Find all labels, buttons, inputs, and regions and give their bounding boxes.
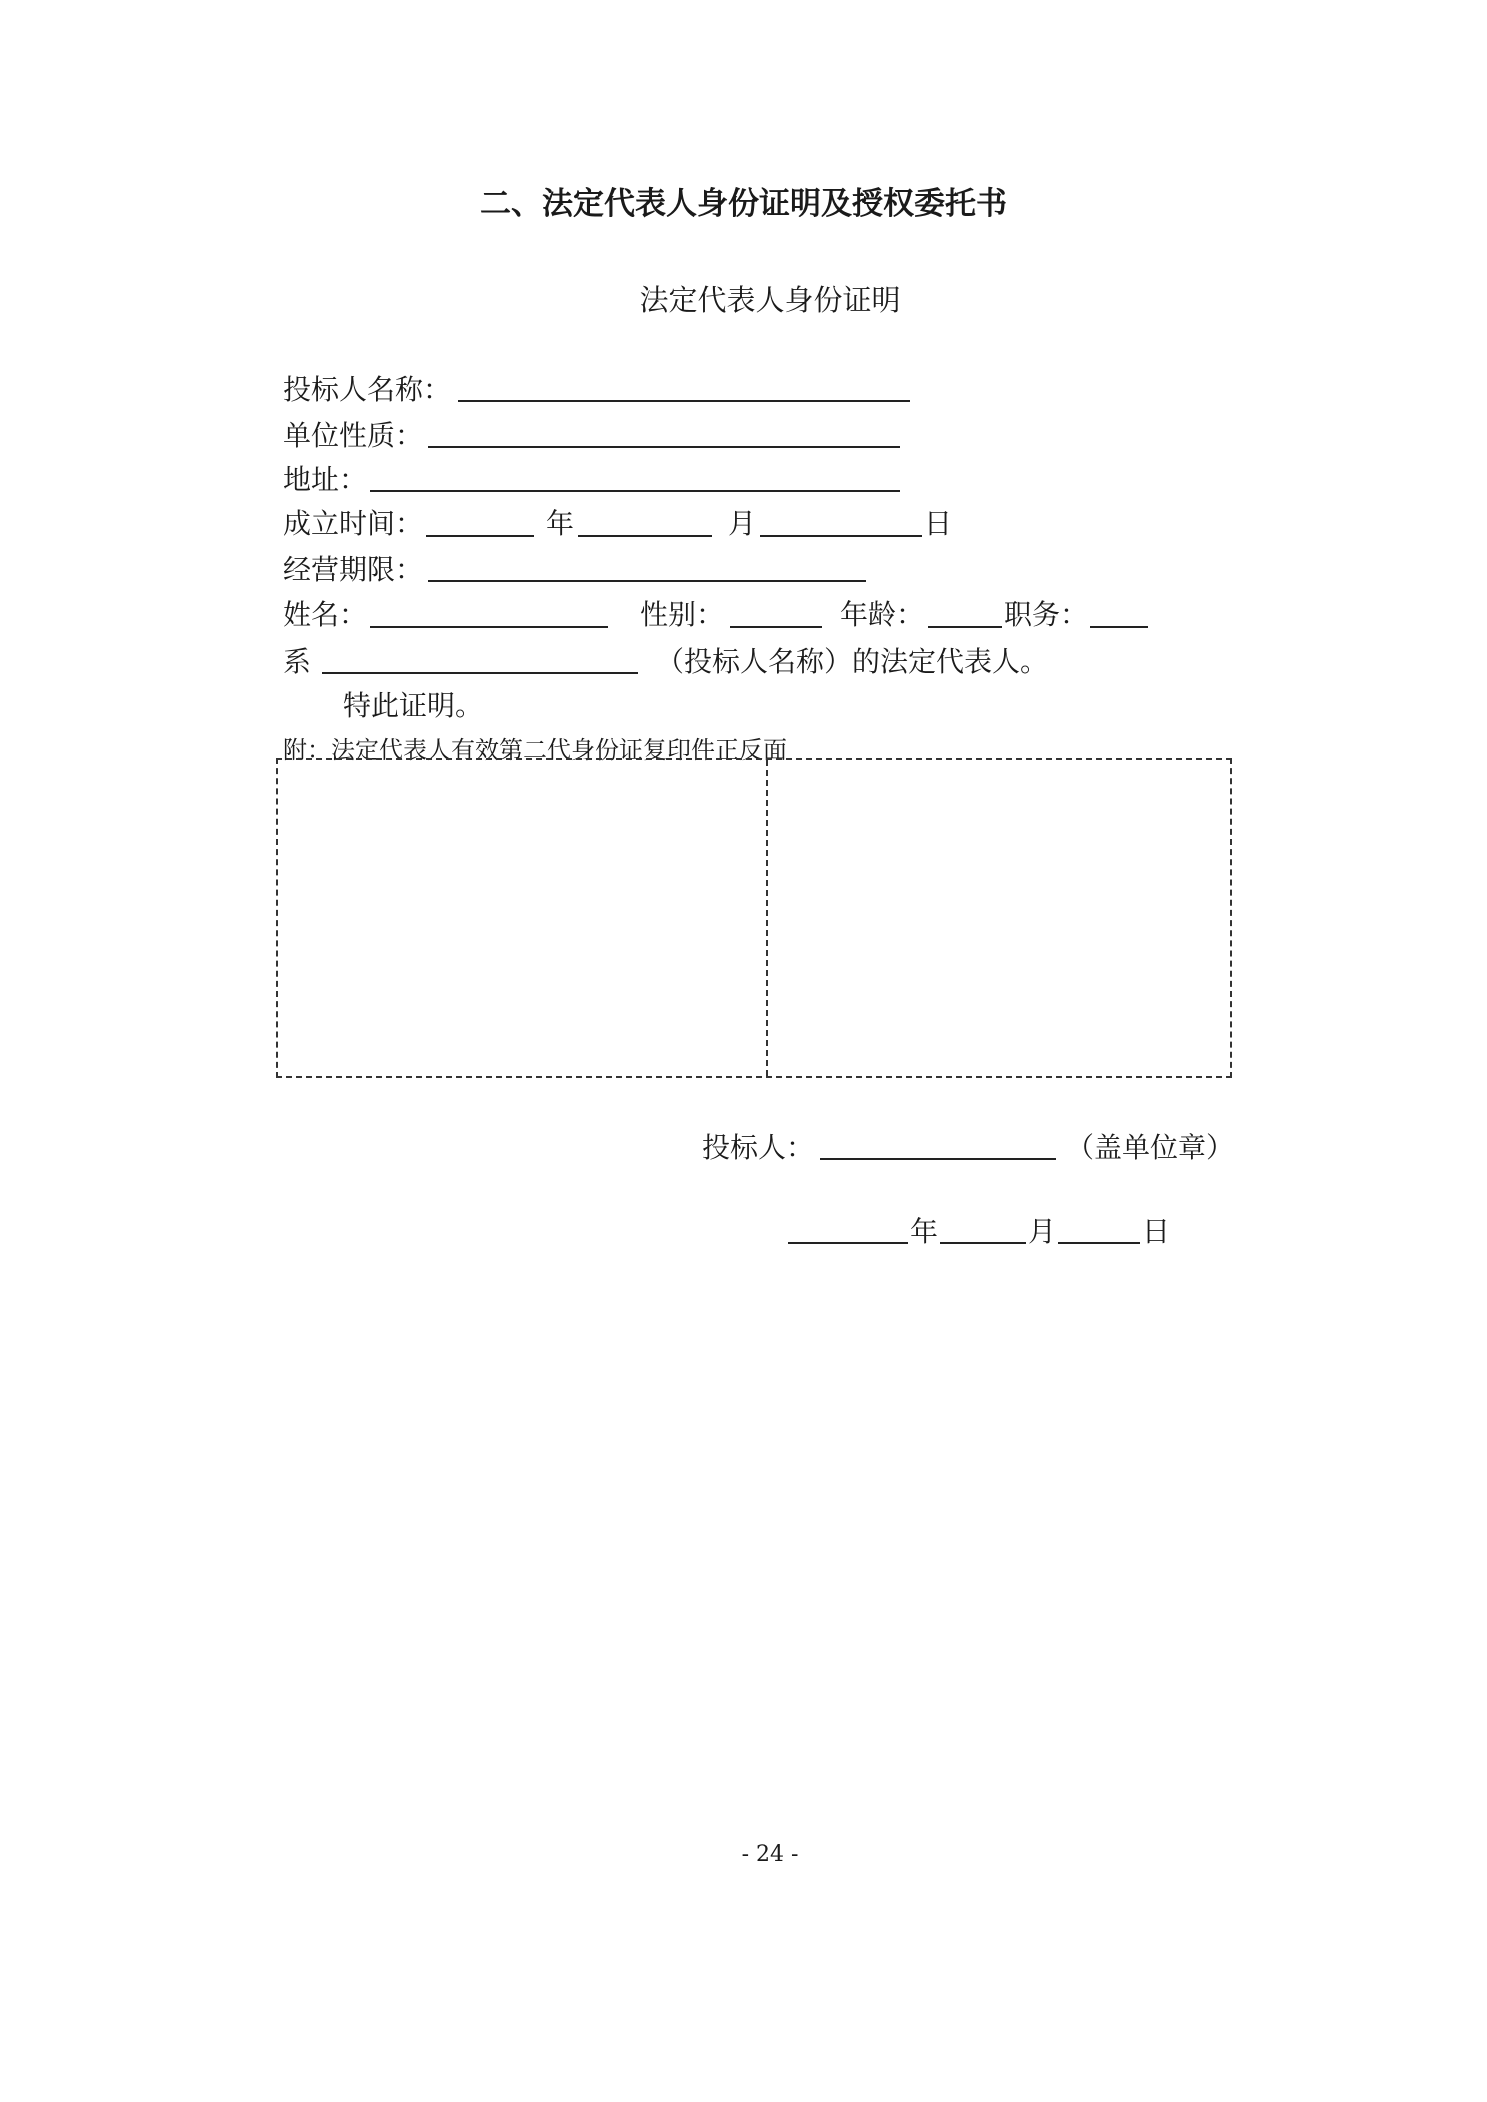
name-field[interactable]	[370, 626, 608, 628]
address-label: 地址：	[283, 463, 368, 496]
unit-nature-field[interactable]	[428, 446, 900, 448]
address-field[interactable]	[370, 490, 900, 492]
age-field[interactable]	[928, 626, 1002, 628]
established-month-field[interactable]	[578, 535, 712, 537]
attachment-note: 附：法定代表人有效第二代身份证复印件正反面	[283, 736, 787, 764]
bidder-name-label: 投标人名称：	[283, 373, 452, 406]
gender-label: 性别：	[640, 598, 725, 631]
established-day-label: 日	[924, 507, 953, 540]
operating-period-label: 经营期限：	[283, 553, 424, 586]
sign-month-field[interactable]	[940, 1242, 1026, 1244]
document-subtitle: 法定代表人身份证明	[639, 283, 901, 317]
sign-year-field[interactable]	[788, 1242, 908, 1244]
section-heading: 二、法定代表人身份证明及授权委托书	[480, 186, 1007, 222]
id-card-divider	[766, 760, 768, 1076]
seal-label: （盖单位章）	[1066, 1131, 1235, 1164]
gender-field[interactable]	[730, 626, 822, 628]
id-card-copy-area	[276, 758, 1232, 1078]
age-label: 年龄：	[840, 598, 925, 631]
established-year-field[interactable]	[426, 535, 534, 537]
is-prefix-label: 系	[283, 645, 312, 678]
name-label: 姓名：	[283, 598, 368, 631]
bidder-sign-field[interactable]	[820, 1158, 1056, 1160]
established-year-label: 年	[546, 507, 575, 540]
position-label: 职务：	[1004, 598, 1089, 631]
sign-year-label: 年	[910, 1215, 939, 1248]
bidder-sign-label: 投标人：	[702, 1131, 815, 1164]
sign-day-field[interactable]	[1058, 1242, 1140, 1244]
operating-period-field[interactable]	[428, 580, 866, 582]
page-number: - 24 -	[741, 1842, 799, 1867]
position-field[interactable]	[1090, 626, 1148, 628]
established-month-label: 月	[728, 507, 757, 540]
certify-text: 特此证明。	[343, 689, 484, 722]
sign-month-label: 月	[1028, 1215, 1057, 1248]
unit-nature-label: 单位性质：	[283, 419, 424, 452]
is-suffix-label: （投标人名称）的法定代表人。	[656, 645, 1049, 678]
sign-day-label: 日	[1142, 1215, 1171, 1248]
established-day-field[interactable]	[760, 535, 922, 537]
bidder-company-field[interactable]	[322, 672, 638, 674]
bidder-name-field[interactable]	[458, 400, 910, 402]
established-label: 成立时间：	[283, 507, 424, 540]
